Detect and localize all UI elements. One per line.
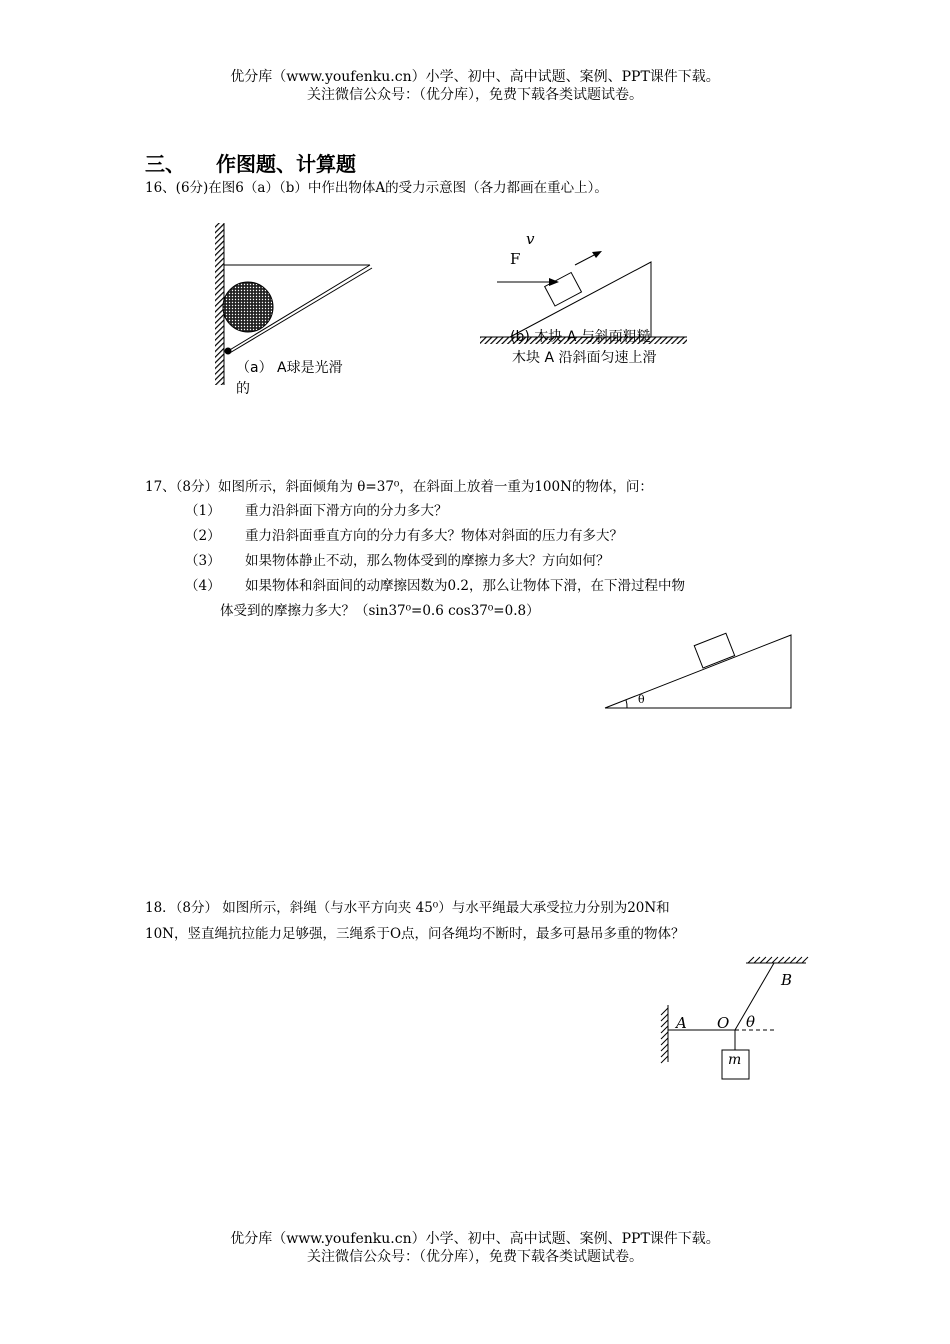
header-line-1: 优分库（www.youfenku.cn）小学、初中、高中试题、案例、PPT课件下载。 [230,69,720,85]
label-v: v [526,230,535,248]
q17-item-4-continued: 体受到的摩擦力多大？（sin37⁰=0.6 cos37⁰=0.8） [220,603,540,619]
hinge-point [225,348,232,355]
wall-hatch [215,223,224,385]
footer-line-2: 关注微信公众号：（优分库），免费下载各类试题试卷。 [307,1249,643,1265]
q17-item-1-text: 重力沿斜面下滑方向的分力多大？ [245,503,448,519]
figure-a-caption-1: （a） A球是光滑 [236,360,343,376]
q17-item-2-text: 重力沿斜面垂直方向的分力有多大？物体对斜面的压力有多大？ [245,528,623,544]
block [694,633,734,668]
label-b-18: B [781,971,793,989]
question-17-intro: 17、（8分）如图所示，斜面倾角为 θ=37⁰，在斜面上放着一重为100N的物体，问： [145,479,653,495]
q17-item-3-text: 如果物体静止不动，那么物体受到的摩擦力多大？方向如何？ [245,553,610,569]
label-a-18: A [676,1014,687,1032]
figure-b-caption-1: (b) 木块 A 与斜面粗糙 [510,329,651,345]
label-m-18: m [728,1052,742,1068]
label-f: F [510,250,521,268]
incline-slope [510,262,651,337]
label-theta-18: θ [746,1013,756,1031]
q17-item-1-num: （1） [185,503,221,519]
question-18-line-2: 10N，竖直绳抗拉能力足够强，三绳系于O点，问各绳均不断时，最多可悬吊多重的物体？ [145,926,685,942]
angle-arc [626,700,627,708]
q17-item-4-num: （4） [185,578,221,594]
figure-a-caption-2: 的 [236,381,250,397]
footer-line-1: 优分库（www.youfenku.cn）小学、初中、高中试题、案例、PPT课件下载。 [230,1231,720,1247]
wall-hatch-18 [661,1008,668,1063]
section-number: 三、 [145,152,185,176]
figure-b-caption-2: 木块 A 沿斜面匀速上滑 [512,350,657,366]
header-line-2: 关注微信公众号：（优分库），免费下载各类试题试卷。 [307,87,643,103]
question-18-line-1: 18．（8分） 如图所示，斜绳（与水平方向夹 45⁰）与水平绳最大承受拉力分别为20N和 [145,900,670,916]
question-16-text: 16、(6分)在图6（a）（b）中作出物体A的受力示意图（各力都画在重心上）。 [145,180,608,196]
block-a [545,272,582,306]
q17-item-4-text: 如果物体和斜面间的动摩擦因数为0.2，那么让物体下滑，在下滑过程中物 [245,578,685,594]
velocity-arrow [575,254,596,265]
q17-item-2-num: （2） [185,528,221,544]
q17-item-3-num: （3） [185,553,221,569]
label-theta-17: θ [638,693,645,706]
section-title: 作图题、计算题 [216,152,356,176]
ball-a [223,282,273,332]
label-o-18: O [717,1014,730,1032]
ceiling-hatch [748,957,808,963]
figure-17-incline [600,630,800,715]
